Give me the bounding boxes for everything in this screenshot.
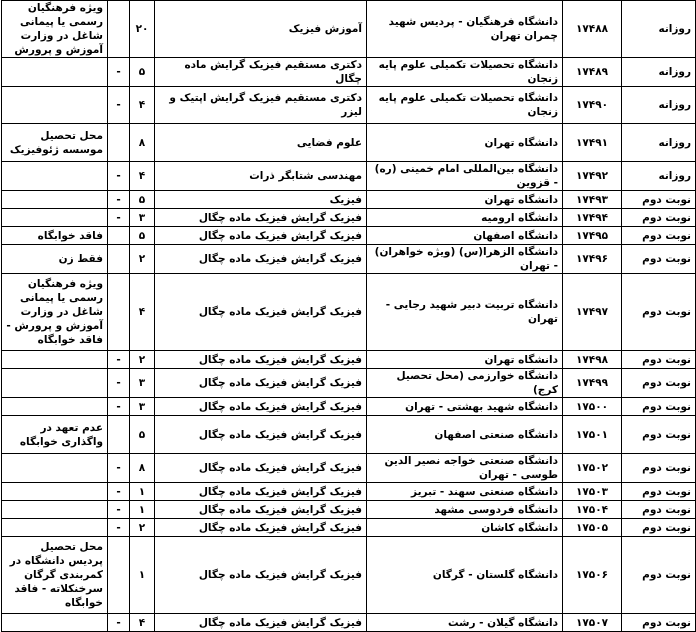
table-row	[2, 1, 696, 58]
notes-cell: ویژه فرهنگیان رسمی یا پیمانی شاغل در وزارت آموزش و پرورش	[2, 1, 108, 58]
secondary-capacity-cell: -	[108, 209, 130, 227]
program-code-cell: ۱۷۴۹۰	[563, 87, 622, 124]
university-cell: دانشگاه بین‌المللی امام خمینی (ره) - قزوین	[367, 162, 563, 191]
course-type-cell: نوبت دوم	[622, 614, 696, 632]
notes-cell	[2, 483, 108, 501]
notes-cell: محل تحصیل موسسه ژئوفیزیک	[2, 124, 108, 162]
course-type-cell: روزانه	[622, 124, 696, 162]
program-code-cell: ۱۷۴۹۳	[563, 191, 622, 209]
course-type-cell: نوبت دوم	[622, 209, 696, 227]
capacity-cell: ۲	[130, 519, 155, 537]
notes-cell	[2, 58, 108, 87]
program-code-cell: ۱۷۵۰۳	[563, 483, 622, 501]
notes-cell	[2, 369, 108, 398]
capacity-cell: ۲	[130, 351, 155, 369]
table-row	[2, 519, 696, 537]
capacity-cell: ۳	[130, 369, 155, 398]
field-of-study-cell: علوم فضایی	[155, 124, 367, 162]
secondary-capacity-cell: -	[108, 483, 130, 501]
university-cell: دانشگاه تهران	[367, 124, 563, 162]
notes-cell	[2, 614, 108, 632]
program-code-cell: ۱۷۴۹۹	[563, 369, 622, 398]
program-code-cell: ۱۷۴۸۸	[563, 1, 622, 58]
secondary-capacity-cell: -	[108, 398, 130, 416]
capacity-cell: ۸	[130, 454, 155, 483]
secondary-capacity-cell	[108, 124, 130, 162]
course-type-cell: روزانه	[622, 87, 696, 124]
university-cell: دانشگاه صنعتی اصفهان	[367, 416, 563, 454]
university-cell: دانشگاه الزهرا(س) (ویژه خواهران) - تهران	[367, 245, 563, 274]
course-type-cell: نوبت دوم	[622, 454, 696, 483]
course-type-cell: نوبت دوم	[622, 398, 696, 416]
secondary-capacity-cell: -	[108, 369, 130, 398]
notes-cell	[2, 501, 108, 519]
university-cell: دانشگاه تحصیلات تکمیلی علوم پایه زنجان	[367, 58, 563, 87]
capacity-cell: ۲۰	[130, 1, 155, 58]
university-cell: دانشگاه تحصیلات تکمیلی علوم پایه زنجان	[367, 87, 563, 124]
university-cell: دانشگاه ارومیه	[367, 209, 563, 227]
program-code-cell: ۱۷۴۹۸	[563, 351, 622, 369]
capacity-cell: ۵	[130, 191, 155, 209]
university-cell: دانشگاه تربیت دبیر شهید رجایی - تهران	[367, 274, 563, 351]
field-of-study-cell: فیزیک گرایش فیزیک ماده چگال	[155, 614, 367, 632]
course-type-cell: نوبت دوم	[622, 416, 696, 454]
university-cell: دانشگاه گلستان - گرگان	[367, 537, 563, 614]
notes-cell	[2, 191, 108, 209]
course-type-cell: نوبت دوم	[622, 519, 696, 537]
secondary-capacity-cell: -	[108, 454, 130, 483]
program-code-cell: ۱۷۵۰۱	[563, 416, 622, 454]
table-row	[2, 351, 696, 369]
program-code-cell: ۱۷۵۰۴	[563, 501, 622, 519]
table-row	[2, 245, 696, 274]
program-code-cell: ۱۷۴۹۲	[563, 162, 622, 191]
table-row	[2, 87, 696, 124]
university-cell: دانشگاه تهران	[367, 351, 563, 369]
university-cell: دانشگاه صنعتی خواجه نصیر الدین طوسی - تهران	[367, 454, 563, 483]
university-cell: دانشگاه صنعتی سهند - تبریز	[367, 483, 563, 501]
secondary-capacity-cell: -	[108, 58, 130, 87]
capacity-cell: ۲	[130, 245, 155, 274]
table-row	[2, 162, 696, 191]
table-body	[2, 1, 696, 632]
field-of-study-cell: فیزیک گرایش فیزیک ماده چگال	[155, 398, 367, 416]
notes-cell	[2, 454, 108, 483]
field-of-study-cell: فیزیک گرایش فیزیک ماده چگال	[155, 351, 367, 369]
notes-cell: فاقد خوابگاه	[2, 227, 108, 245]
course-type-cell: نوبت دوم	[622, 501, 696, 519]
university-cell: دانشگاه فردوسی مشهد	[367, 501, 563, 519]
secondary-capacity-cell: -	[108, 162, 130, 191]
field-of-study-cell: فیزیک گرایش فیزیک ماده چگال	[155, 501, 367, 519]
table-row	[2, 483, 696, 501]
course-type-cell: نوبت دوم	[622, 369, 696, 398]
capacity-cell: ۵	[130, 227, 155, 245]
table-row	[2, 501, 696, 519]
university-cell: دانشگاه گیلان - رشت	[367, 614, 563, 632]
notes-cell: فقط زن	[2, 245, 108, 274]
notes-cell	[2, 209, 108, 227]
program-code-cell: ۱۷۴۹۶	[563, 245, 622, 274]
table-row	[2, 398, 696, 416]
course-type-cell: روزانه	[622, 162, 696, 191]
table-row	[2, 274, 696, 351]
table-row	[2, 416, 696, 454]
secondary-capacity-cell: -	[108, 351, 130, 369]
secondary-capacity-cell: -	[108, 614, 130, 632]
field-of-study-cell: فیزیک	[155, 191, 367, 209]
course-type-cell: نوبت دوم	[622, 245, 696, 274]
secondary-capacity-cell: -	[108, 87, 130, 124]
notes-cell	[2, 398, 108, 416]
notes-cell	[2, 519, 108, 537]
capacity-cell: ۱	[130, 483, 155, 501]
table-row	[2, 58, 696, 87]
university-cell: دانشگاه تهران	[367, 191, 563, 209]
field-of-study-cell: آموزش فیزیک	[155, 1, 367, 58]
field-of-study-cell: فیزیک گرایش فیزیک ماده چگال	[155, 454, 367, 483]
course-type-cell: روزانه	[622, 58, 696, 87]
notes-cell: محل تحصیل پردیس دانشگاه در کمربندی گرگان سرخنکلاته - فاقد خوابگاه	[2, 537, 108, 614]
course-type-cell: نوبت دوم	[622, 274, 696, 351]
program-code-cell: ۱۷۵۰۶	[563, 537, 622, 614]
university-cell: دانشگاه اصفهان	[367, 227, 563, 245]
capacity-cell: ۱	[130, 537, 155, 614]
university-cell: دانشگاه شهید بهشتی - تهران	[367, 398, 563, 416]
secondary-capacity-cell: -	[108, 501, 130, 519]
program-code-cell: ۱۷۴۹۱	[563, 124, 622, 162]
capacity-cell: ۱	[130, 501, 155, 519]
program-code-cell: ۱۷۴۹۵	[563, 227, 622, 245]
field-of-study-cell: دکتری مستقیم فیزیک گرایش اپتیک و لیزر	[155, 87, 367, 124]
capacity-cell: ۳	[130, 209, 155, 227]
capacity-cell: ۴	[130, 87, 155, 124]
secondary-capacity-cell	[108, 245, 130, 274]
secondary-capacity-cell	[108, 416, 130, 454]
program-code-cell: ۱۷۵۰۲	[563, 454, 622, 483]
capacity-cell: ۸	[130, 124, 155, 162]
secondary-capacity-cell: -	[108, 191, 130, 209]
table-row	[2, 191, 696, 209]
program-code-cell: ۱۷۵۰۷	[563, 614, 622, 632]
program-code-cell: ۱۷۵۰۵	[563, 519, 622, 537]
field-of-study-cell: فیزیک گرایش فیزیک ماده چگال	[155, 483, 367, 501]
course-type-cell: روزانه	[622, 1, 696, 58]
capacity-cell: ۵	[130, 416, 155, 454]
notes-cell: عدم تعهد در واگذاری خوابگاه	[2, 416, 108, 454]
course-type-cell: نوبت دوم	[622, 351, 696, 369]
capacity-cell: ۴	[130, 162, 155, 191]
program-code-cell: ۱۷۴۸۹	[563, 58, 622, 87]
secondary-capacity-cell	[108, 1, 130, 58]
field-of-study-cell: فیزیک گرایش فیزیک ماده چگال	[155, 537, 367, 614]
notes-cell	[2, 162, 108, 191]
field-of-study-cell: مهندسی شتابگر ذرات	[155, 162, 367, 191]
field-of-study-cell: فیزیک گرایش فیزیک ماده چگال	[155, 369, 367, 398]
field-of-study-cell: فیزیک گرایش فیزیک ماده چگال	[155, 209, 367, 227]
table-row	[2, 454, 696, 483]
field-of-study-cell: فیزیک گرایش فیزیک ماده چگال	[155, 274, 367, 351]
field-of-study-cell: فیزیک گرایش فیزیک ماده چگال	[155, 416, 367, 454]
field-of-study-cell: فیزیک گرایش فیزیک ماده چگال	[155, 227, 367, 245]
university-cell: دانشگاه خوارزمی (محل تحصیل کرج)	[367, 369, 563, 398]
notes-cell	[2, 87, 108, 124]
table-row	[2, 537, 696, 614]
table-row	[2, 227, 696, 245]
table-row	[2, 124, 696, 162]
capacity-cell: ۴	[130, 614, 155, 632]
secondary-capacity-cell: -	[108, 519, 130, 537]
university-cell: دانشگاه فرهنگیان - پردیس شهید چمران تهران	[367, 1, 563, 58]
table-row	[2, 209, 696, 227]
capacity-cell: ۴	[130, 274, 155, 351]
course-type-cell: نوبت دوم	[622, 227, 696, 245]
program-code-cell: ۱۷۴۹۷	[563, 274, 622, 351]
table-row	[2, 369, 696, 398]
notes-cell	[2, 351, 108, 369]
secondary-capacity-cell	[108, 537, 130, 614]
field-of-study-cell: فیزیک گرایش فیزیک ماده چگال	[155, 519, 367, 537]
field-of-study-cell: دکتری مستقیم فیزیک گرایش ماده چگال	[155, 58, 367, 87]
program-code-cell: ۱۷۵۰۰	[563, 398, 622, 416]
course-type-cell: نوبت دوم	[622, 537, 696, 614]
program-code-cell: ۱۷۴۹۴	[563, 209, 622, 227]
admissions-table	[1, 0, 696, 632]
table-row	[2, 614, 696, 632]
secondary-capacity-cell	[108, 274, 130, 351]
secondary-capacity-cell	[108, 227, 130, 245]
university-cell: دانشگاه کاشان	[367, 519, 563, 537]
course-type-cell: نوبت دوم	[622, 483, 696, 501]
capacity-cell: ۳	[130, 398, 155, 416]
course-type-cell: نوبت دوم	[622, 191, 696, 209]
field-of-study-cell: فیزیک گرایش فیزیک ماده چگال	[155, 245, 367, 274]
notes-cell: ویژه فرهنگیان رسمی یا پیمانی شاغل در وزارت آموزش و پرورش - فاقد خوابگاه	[2, 274, 108, 351]
capacity-cell: ۵	[130, 58, 155, 87]
